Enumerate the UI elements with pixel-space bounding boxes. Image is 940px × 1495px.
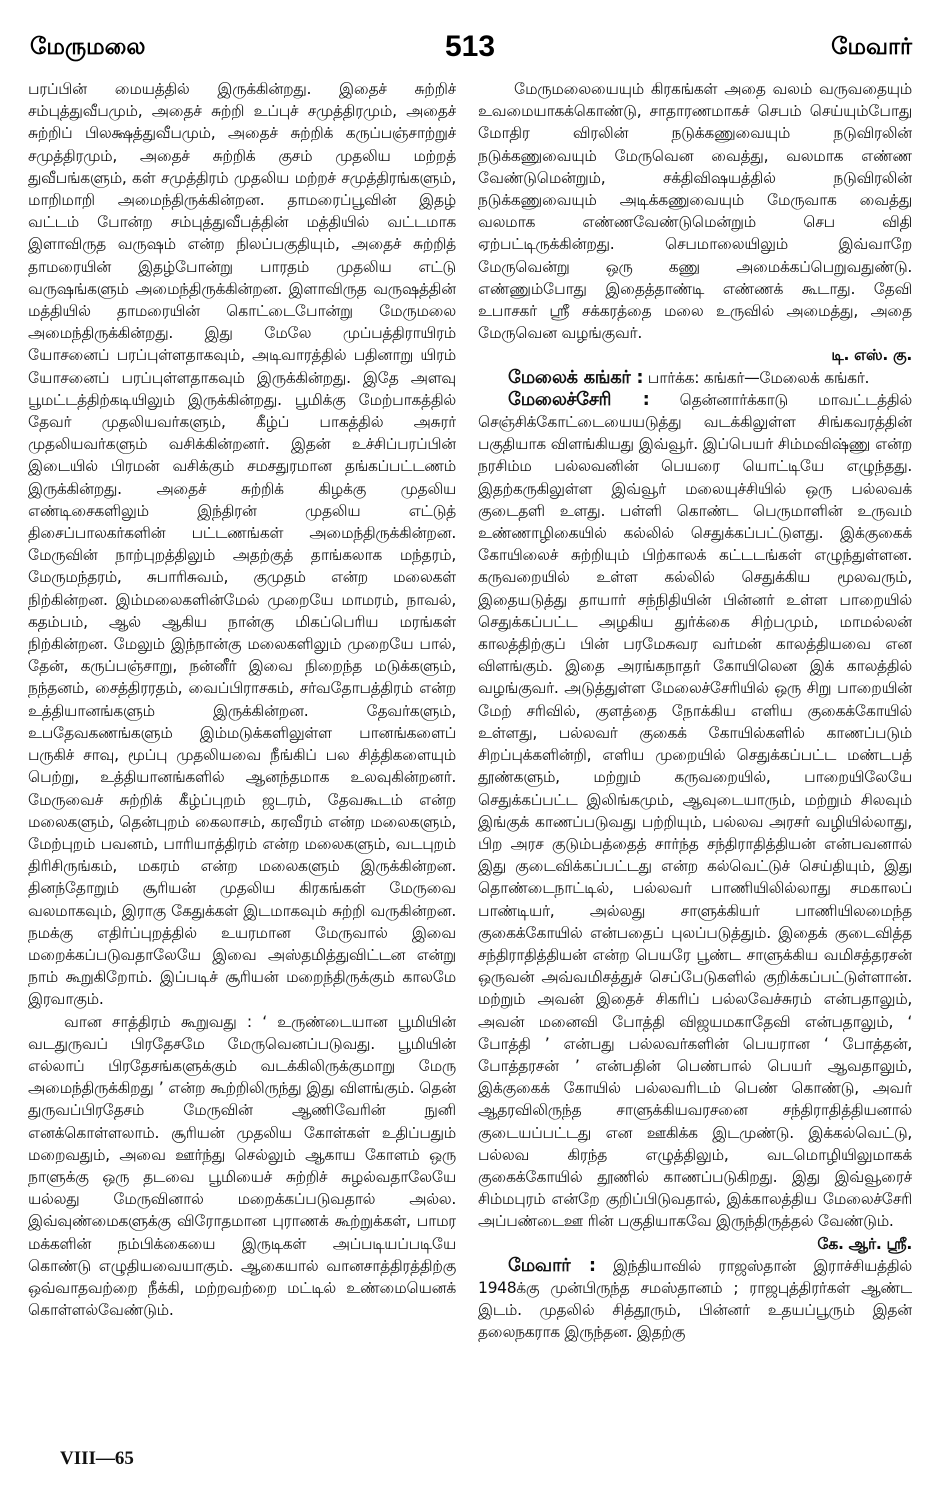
entry-melaicheri	[478, 389, 912, 1233]
left-paragraph-2: வான சாத்திரம் கூறுவது : ‘ உருண்டையான பூமியின் வடதுருவப் பிரதேசமே மேருவெனப்படுவது. பூமியின் எல்லாப் பிரதேசங்களுக்கும் வடக்கிலிருக்குமாறு மேரு அமைந்திருக்கிறது ’ என்ற கூற்றிலிருந்து இது விளங்கும். தென் துருவப்பிரதேசம் மேருவின் ஆணிவேரின் நுனி எனக்கொள்ளலாம். சூரியன் முதலிய கோள்கள் உதிப்பதும் மறைவதும், அவை ஊர்ந்து செல்லும் ஆகாய கோளம் ஒரு நாளுக்கு ஒரு தடவை பூமியைச் சுற்றிச் சுழல்வதாலேயே யல்லது மேருவினால் மறைக்கப்படுவதால் அல்ல. இவ்வுண்மைகளுக்கு விரோதமான புராணக் கூற்றுக்கள், பாமர மக்களின் நம்பிக்கையை இருடிகள் அப்படியப்படியே கொண்டு எழுதியவையாகும். ஆகையால் வானசாத்திரத்திற்கு ஒவ்வாதவற்றை நீக்கி, மற்றவற்றை மட்டில் உண்மையெனக் கொள்ளல்வேண்டும்.	[28, 1012, 456, 1320]
volume-page-footer: VIII—65	[60, 1448, 134, 1469]
entry-melai-kangar	[478, 367, 912, 389]
author-signature-2: கே. ஆர். ஸ்ரீ.	[817, 1234, 912, 1253]
entry-text: இந்தியாவில் ராஜஸ்தான் இராச்சியத்தில் 1948க்கு முன்பிருந்த சமஸ்தானம் ; ராஜபுத்திரர்கள் ஆண்ட இடம். முதலில் சித்தூரும், பின்னர் உதயப்பூரும் இதன் தலைநகராக இருந்தன. இதற்கு	[478, 1256, 912, 1342]
entry-text: தென்னார்க்காடு மாவட்டத்தில் செஞ்சிக்கோட்டையையடுத்து வடக்கிலுள்ள சிங்கவரத்தின் பகுதியாக விளங்கியது இவ்வூர். இப்பெயர் சிம்மவிஷ்ணு என்ற நரசிம்ம பல்லவனின் பெயரை யொட்டியே எழுந்தது. இதற்கருகிலுள்ள இவ்வூர் மலையுச்சியில் ஒரு பல்லவக் குடைதளி உளது. பள்ளி கொண்ட பெருமாளின் உருவம் உண்ணாழிகையில் கல்லில் செதுக்கப்பட்டுளது. இக்குகைக் கோயிலைச் சுற்றியும் பிற்காலக் கட்டடங்கள் எழுந்துள்ளன. கருவறையில் உள்ள கல்லில் செதுக்கிய மூலவரும், இதையடுத்து தாயார் சந்நிதியின் பின்னர் உள்ள பாறையில் செதுக்கப்பட்ட அழகிய துர்க்கை சிற்பமும், மாமல்லன் காலத்திற்குப் பின் பரமேசுவர வர்மன் காலத்தியவை என விளங்கும். இதை அரங்கநாதர் கோயிலென இக் காலத்தில் வழங்குவர். அடுத்துள்ள மேலைச்சேரியில் ஒரு சிறு பாறையின் மேற் சரிவில், குளத்தை நோக்கிய எளிய குகைக்கோயில் உள்ளது, பல்லவர் குகைக் கோயில்களில் காணப்படும் சிறப்புக்களின்றி, எளிய முறையில் செதுக்கப்பட்ட மண்டபத் தூண்களும், மற்றும் கருவறையில், பாறையிலேயே செதுக்கப்பட்ட இலிங்கமும், ஆவுடையாரும், மற்றும் சிலவும் இங்குக் காணப்படுவது பற்றியும், பல்லவ அரசர் வழியில்லாது, பிற அரச குடும்பத்தைத் சார்ந்த சந்திராதித்தியன் என்பவனால் இது குடைவிக்கப்பட்டது என்ற கல்வெட்டுச் செய்தியும், இது தொண்டைநாட்டில், பல்லவர் பாணியிலில்லாது சமகாலப் பாண்டியர், அல்லது சாளுக்கியர் பாணியிலமைந்த குகைக்கோயில் என்பதைப் புலப்படுத்தும். இதைக் குடைவித்த சந்திராதித்தியன் என்ற பெயரே பூண்ட சாளுக்கிய வமிசத்தரசன் ஒருவன் அவ்வமிசத்துச் செப்பேடுகளில் குறிக்கப்பட்டுள்ளான். மற்றும் அவன் இதைச் சிகரிப் பல்லவேச்சுரம் என்பதாலும், அவன் மனைவி போத்தி விஜயமகாதேவி என்பதாலும், ‘ போத்தி ’ என்பது பல்லவர்களின் பெயரான ‘ போத்தன், போத்தரசன் ’ என்பதின் பெண்பால் பெயர் ஆவதாலும், இக்குகைக் கோயில் பல்லவரிடம் பெண் கொண்டு, அவர் ஆதரவிலிருந்த சாளுக்கியவரசனை சந்திராதித்தியனால் குடையப்பட்டது என ஊகிக்க இடமுண்டு. இக்கல்வெட்டு, பல்லவ கிரந்த எழுத்திலும், வடமொழியிலுமாகக் குகைக்கோயில் தூணில் காணப்படுகிறது. இது இவ்வூரைச் சிம்மபுரம் என்றே குறிப்பிடுவதால், இக்காலத்திய மேலைச்சேரி அப்பண்டைஊ ரின் பகுதியாகவே இருந்திருத்தல் வேண்டும்.	[478, 390, 912, 1231]
right-paragraph-1: மேருமலையையும் கிரகங்கள் அதை வலம் வருவதையும் உவமையாகக்கொண்டு, சாதாரணமாகச் செபம் செய்யும்போது மோதிர விரலின் நடுக்கணுவையும் நடுவிரலின் நடுக்கணுவையும் மேருவென வைத்து, வலமாக எண்ண வேண்டுமென்றும், சக்திவிஷயத்தில் நடுவிரலின் நடுக்கணுவையும் அடிக்கணுவையும் மேருவாக வைத்து வலமாக எண்ணவேண்டுமென்றும் செப விதி ஏற்பட்டிருக்கின்றது. செபமாலையிலும் இவ்வாறே மேருவென்று ஒரு கணு அமைக்கப்பெறுவதுண்டு. எண்ணும்போது இதைத்தாண்டி எண்ணக் கூடாது. தேவி உபாசகர் ஸ்ரீ சக்கரத்தை மலை உருவில் அமைத்து, அதை மேருவென வழங்குவர்.	[478, 80, 912, 343]
running-head-right: மேவார்	[831, 34, 912, 60]
entry-headword: மேவார் :	[508, 1254, 596, 1276]
entry-headword: மேலைச்சேரி :	[508, 388, 650, 410]
left-paragraph-1: பரப்பின் மையத்தில் இருக்கின்றது. இதைச் சுற்றிச் சம்புத்துவீபமும், அதைச் சுற்றி உப்புச் சமுத்திரமும், அதைச் சுற்றிப் பிலக்ஷத்துவீபமும், அதைச் சுற்றிக் கருப்பஞ்சாற்றுச் சமுத்திரமும், அதைச் சுற்றிக் குசம் முதலிய மற்றத் துவீபங்களும், கள் சமுத்திரம் முதலிய மற்றச் சமுத்திரங்களும், மாறிமாறி அமைந்திருக்கின்றன. தாமரைப்பூவின் இதழ் வட்டம் போன்ற சம்புத்துவீபத்தின் மத்தியில் வட்டமாக இளாவிருத வருஷம் என்ற நிலப்பகுதியும், அதைச் சுற்றித் தாமரையின் இதழ்போன்று பாரதம் முதலிய எட்டு வருஷங்களும் அமைந்திருக்கின்றன. இளாவிருத வருஷத்தின் மத்தியில் தாமரையின் கொட்டைபோன்று மேருமலை அமைந்திருக்கின்றது. இது மேலே முப்பத்திராயிரம் யோசனைப் பரப்புள்ளதாகவும், அடிவாரத்தில் பதினாறு யிரம் யோசனைப் பரப்புள்ளதாகவும் இருக்கின்றது. இதே அளவு பூமட்டத்திற்கடியிலும் இருக்கின்றது. பூமிக்கு மேற்பாகத்தில் தேவர் முதலியவர்களும், கீழ்ப் பாகத்தில் அசுரர் முதலியவர்களும் வசிக்கின்றனர். இதன் உச்சிப்பரப்பின் இடையில் பிரமன் வசிக்கும் சமசதுரமான தங்கப்பட்டணம் இருக்கின்றது. அதைச் சுற்றிக் கிழக்கு முதலிய எண்டிசைகளிலும் இந்திரன் முதலிய எட்டுத் திசைப்பாலகர்களின் பட்டணங்கள் அமைந்திருக்கின்றன. மேருவின் நாற்புறத்திலும் அதற்குத் தாங்கலாக மந்தரம், மேருமந்தரம், சுபாரிசுவம், குமுதம் என்ற மலைகள் நிற்கின்றன. இம்மலைகளின்மேல் முறையே மாமரம், நாவல், கதம்பம், ஆல் ஆகிய நான்கு மிகப்பெரிய மரங்கள் நிற்கின்றன. மேலும் இந்நான்கு மலைகளிலும் முறையே பால், தேன், கருப்பஞ்சாறு, நன்னீர் இவை நிறைந்த மடுக்களும், நந்தனம், சைத்திரரதம், வைப்பிராசகம், சர்வதோபத்திரம் என்ற உத்தியானங்களும் இருக்கின்றன. தேவர்களும், உபதேவகணங்களும் இம்மடுக்களிலுள்ள பானங்களைப் பருகிச் சாவு, மூப்பு முதலியவை நீங்கிப் பல சித்திகளையும் பெற்று, உத்தியானங்களில் ஆனந்தமாக உலவுகின்றனர். மேருவைச் சுற்றிக் கீழ்ப்புறம் ஜடரம், தேவகூடம் என்ற மலைகளும், தென்புறம் கைலாசம், கரவீரம் என்ற மலைகளும், மேற்புறம் பவனம், பாரியாத்திரம் என்ற மலைகளும், வடபுறம் திரிசிருங்கம், மகரம் என்ற மலைகளும் இருக்கின்றன. தினந்தோறும் சூரியன் முதலிய கிரகங்கள் மேருவை வலமாகவும், இராகு கேதுக்கள் இடமாகவும் சுற்றி வருகின்றன. நமக்கு எதிர்ப்புறத்தில் உயரமான மேருவால் இவை மறைக்கப்படுவதாலேயே இவை அஸ்தமித்துவிட்டன என்று நாம் கூறுகிறோம். இப்படிச் சூரியன் மறைந்திருக்கும் காலமே இரவாகும்.	[28, 80, 456, 1009]
left-column	[28, 78, 456, 1448]
entry-mewar	[478, 1255, 912, 1344]
entry-text: பார்க்க: கங்கர்—மேலைக் கங்கர்.	[647, 368, 870, 387]
right-column	[478, 78, 912, 1448]
entry-headword: மேலைக் கங்கர் :	[508, 366, 644, 388]
author-signature-1: டி. எஸ். கு.	[831, 346, 912, 365]
page-number: 513	[444, 30, 496, 63]
running-head-left: மேருமலை	[30, 34, 146, 60]
